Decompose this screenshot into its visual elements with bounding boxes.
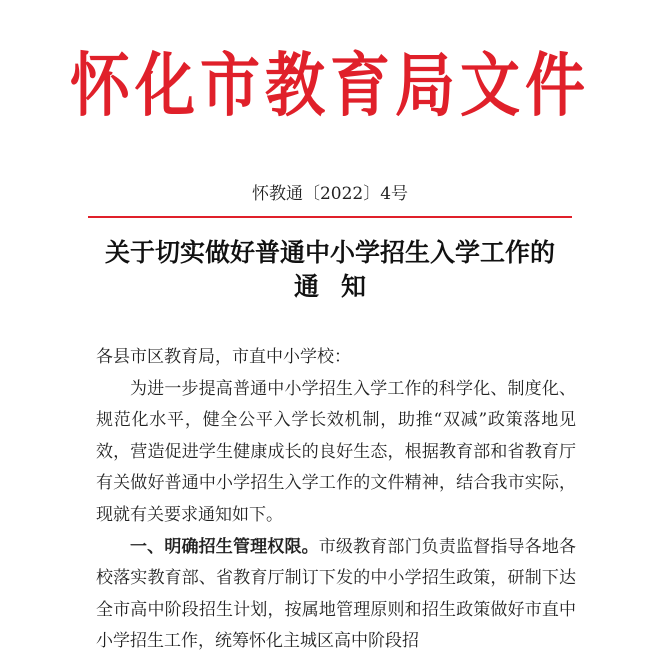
title-line-1: 关于切实做好普通中小学招生入学工作的 [104, 238, 555, 267]
document-number: 怀教通〔2022〕4号 [251, 184, 409, 204]
document-title [0, 236, 660, 304]
intro-paragraph: 为进一步提高普通中小学招生入学工作的科学化、制度化、规范化水平，健全公平入学长效机制，助推“双减”政策落地见效，营造促进学生健康成长的良好生态，根据教育部和省教育厅有关做好普通中小学招生入学工作的文件精神，结合我市实际，现就有关要求通知如下。 [96, 378, 576, 525]
title-line-2: 通知 [293, 272, 388, 301]
section-1-text: 市级教育部门负责监督指导各地各校落实教育部、省教育厅制订下发的中小学招生政策，研制下达全市高中阶段招生计划，按属地管理原则和招生政策做好市直中小学招生工作，统筹怀化主城区高中阶段招 [96, 536, 577, 652]
salutation: 各县市区教育局，市直中小学校： [96, 347, 351, 367]
section-1-paragraph [96, 532, 576, 658]
section-1-heading: 一、明确招生管理权限。 [130, 536, 319, 557]
masthead-title: 怀化市教育局文件 [70, 45, 590, 127]
red-divider-line [88, 216, 572, 218]
document-body [96, 342, 576, 658]
